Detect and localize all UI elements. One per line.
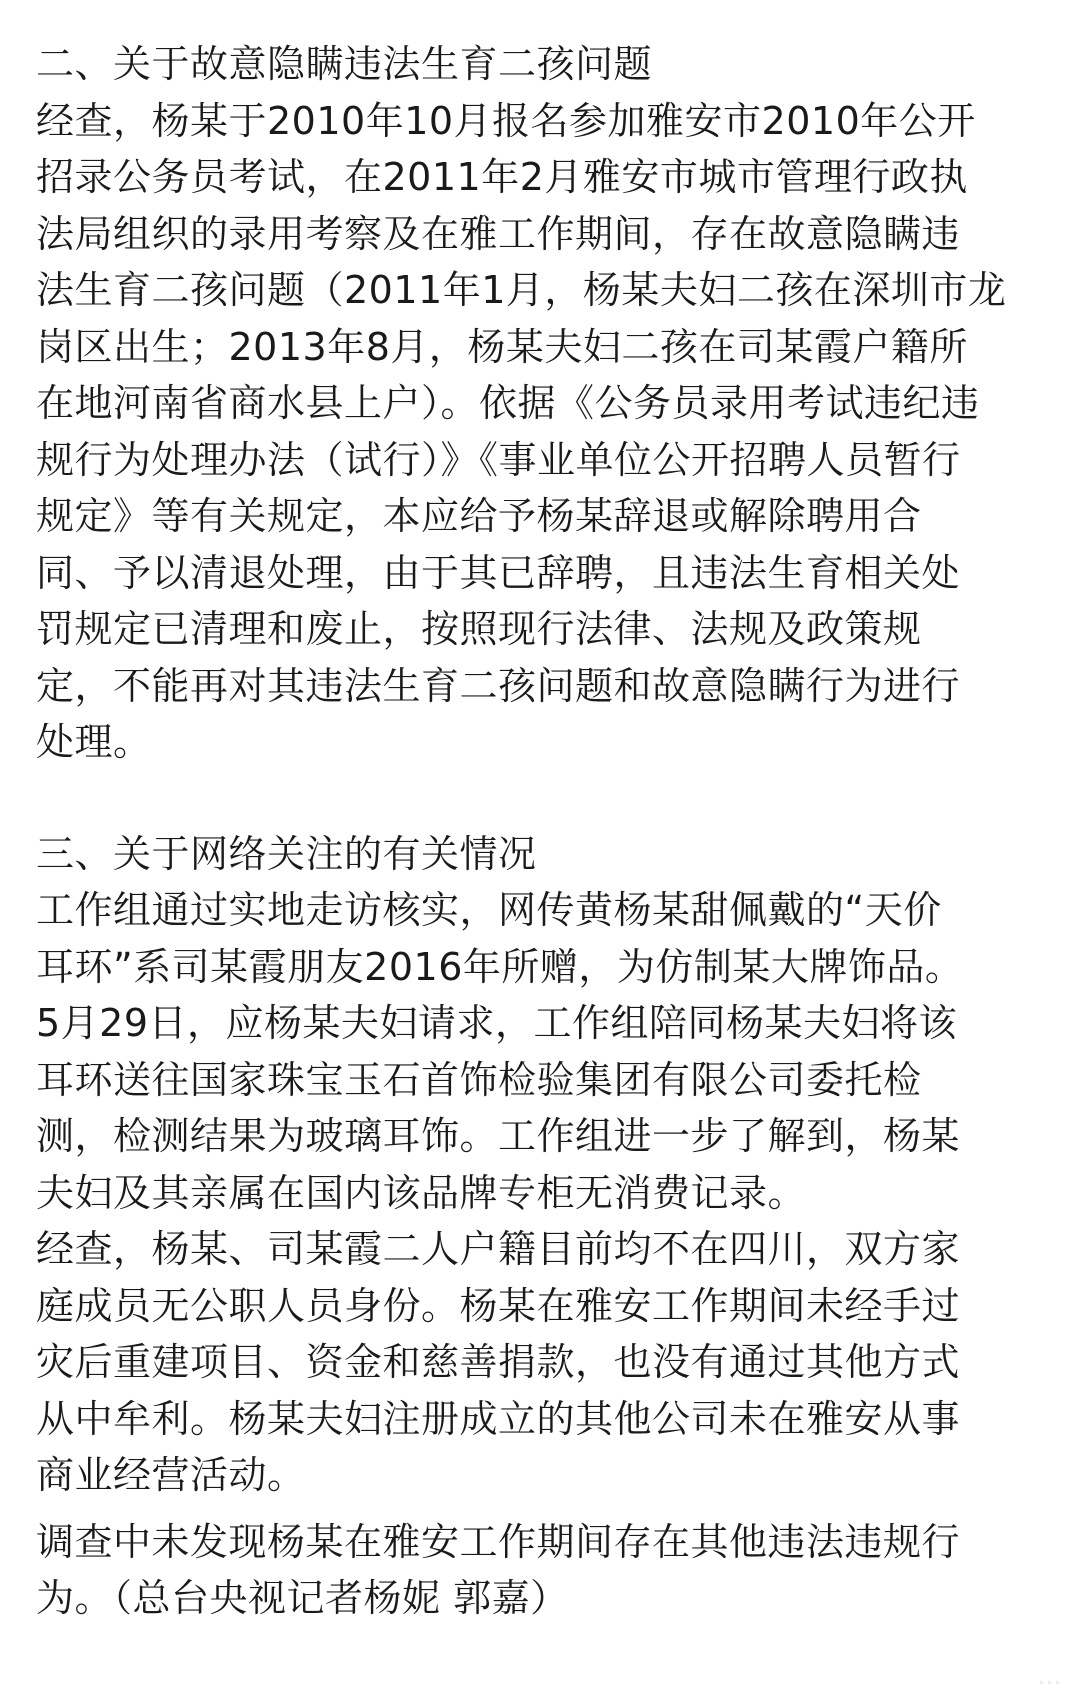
- section-3-line: 5月29日，应杨某夫妇请求，工作组陪同杨某夫妇将该: [36, 1001, 958, 1045]
- section-3-line: 工作组通过实地走访核实，网传黄杨某甜佩戴的“天价: [36, 888, 942, 932]
- section-spacer: [36, 771, 1046, 826]
- section-2-line: 岗区出生；2013年8月，杨某夫妇二孩在司某霞户籍所: [36, 324, 968, 369]
- section-3-line: 耳环送往国家珠宝玉石首饰检验集团有限公司委托检: [36, 1057, 922, 1102]
- section-3-line: 耳环”系司某霞朋友2016年所赠，为仿制某大牌饰品。: [36, 944, 964, 989]
- section-2-line: 同、予以清退处理，由于其已辞聘，且违法生育相关处: [36, 550, 961, 595]
- section-3-line: 庭成员无公职人员身份。杨某在雅安工作期间未经手过: [36, 1283, 961, 1328]
- section-2-line: 规定》等有关规定，本应给予杨某辞退或解除聘用合: [36, 494, 922, 538]
- section-2-line: 法局组织的录用考察及在雅工作期间，存在故意隐瞒违: [36, 211, 961, 256]
- section-2-line: 在地河南省商水县上户）。依据《公务员录用考试违纪违: [36, 381, 980, 425]
- section-3-line: 商业经营活动。: [36, 1453, 306, 1497]
- section-2-heading: 二、关于故意隐瞒违法生育二孩问题: [36, 42, 653, 86]
- paragraph-spacer: [36, 1504, 1046, 1514]
- section-2-line: 定，不能再对其违法生育二孩问题和故意隐瞒行为进行: [36, 663, 961, 708]
- section-2-line: 罚规定已清理和废止，按照现行法律、法规及政策规: [36, 607, 922, 651]
- section-2-line: 招录公务员考试，在2011年2月雅安市城市管理行政执: [36, 155, 968, 199]
- section-3-line: 测，检测结果为玻璃耳饰。工作组进一步了解到，杨某: [36, 1114, 961, 1158]
- section-3-line: 夫妇及其亲属在国内该品牌专柜无消费记录。: [36, 1170, 807, 1215]
- conclusion-line: 调查中未发现杨某在雅安工作期间存在其他违法违规行: [36, 1519, 961, 1564]
- section-3-line: 经查，杨某、司某霞二人户籍目前均不在四川，双方家: [36, 1227, 961, 1271]
- section-3-heading: 三、关于网络关注的有关情况: [36, 831, 537, 876]
- section-2: [36, 36, 1046, 771]
- section-2-line: 经查，杨某于2010年10月报名参加雅安市2010年公开: [36, 98, 976, 143]
- watermark: ...: [1038, 1665, 1062, 1690]
- section-3-line: 灾后重建项目、资金和慈善捐款，也没有通过其他方式: [36, 1340, 961, 1384]
- section-2-line: 处理。: [36, 720, 152, 764]
- section-2-line: 法生育二孩问题（2011年1月，杨某夫妇二孩在深圳市龙: [36, 268, 1007, 312]
- conclusion: [36, 1514, 1046, 1627]
- conclusion-line: 为。（总台央视记者杨妮 郭嘉）: [36, 1576, 569, 1620]
- section-3: [36, 826, 1046, 1504]
- section-3-line: 从中牟利。杨某夫妇注册成立的其他公司未在雅安从事: [36, 1396, 961, 1441]
- section-2-line: 规行为处理办法（试行）》《事业单位公开招聘人员暂行: [36, 437, 961, 482]
- document-body: [36, 36, 1046, 1627]
